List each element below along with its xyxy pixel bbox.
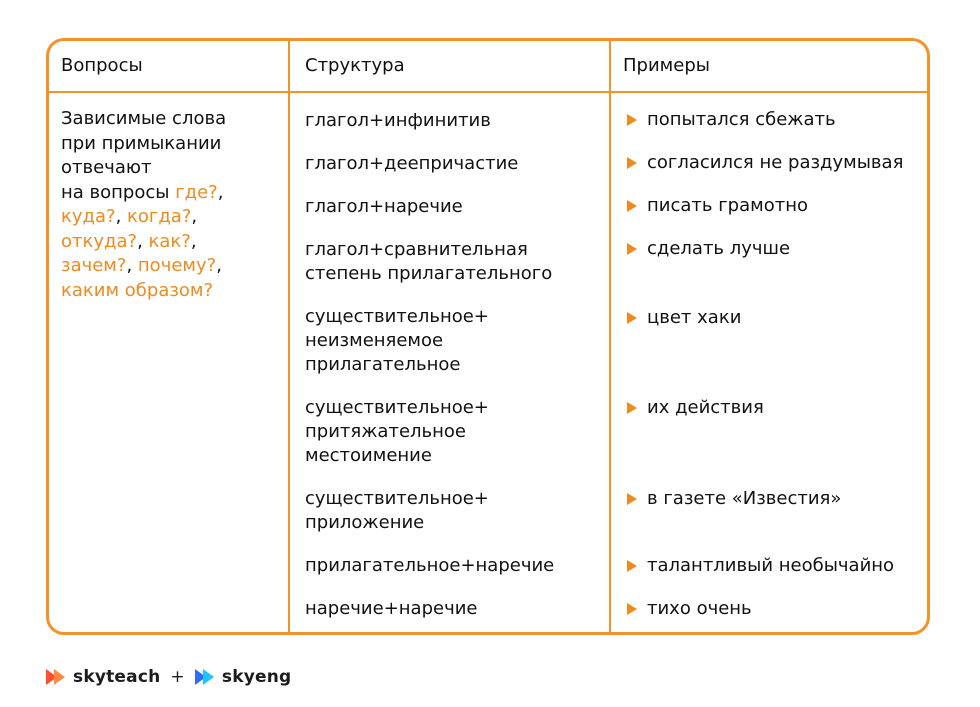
example-text: в газете «Известия»	[647, 488, 842, 509]
example-row-2	[627, 151, 903, 175]
example-text: их действия	[647, 397, 764, 418]
structure-text: существительное+	[305, 488, 489, 509]
bullet-triangle-icon	[627, 312, 637, 324]
skyeng-wordmark: skyeng	[221, 667, 292, 687]
header-structure: Структура	[305, 55, 405, 76]
example-text: талантливый необычайно	[647, 555, 895, 576]
skyteach-wordmark: skyteach	[73, 667, 161, 687]
structure-text: неизменяемое	[305, 330, 444, 351]
structure-row-4	[305, 238, 605, 286]
column-divider-1	[288, 41, 290, 632]
structure-row-7	[305, 487, 605, 535]
skyteach-logo-icon	[46, 668, 68, 686]
structure-row-5	[305, 305, 605, 377]
structure-text: глагол+инфинитив	[305, 110, 491, 131]
question-separator: ,	[217, 181, 224, 203]
question-how: как?	[148, 230, 191, 252]
bullet-triangle-icon	[627, 493, 637, 505]
example-row-8	[627, 554, 894, 578]
footer-logos	[46, 664, 291, 690]
structure-text: глагол+сравнительная	[305, 239, 528, 260]
structure-text: прилагательное+наречие	[305, 555, 555, 576]
bullet-triangle-icon	[627, 603, 637, 615]
questions-line-6	[61, 230, 281, 255]
example-text: попытался сбежать	[647, 109, 836, 130]
question-why-2: почему?	[137, 255, 217, 276]
questions-line-5	[61, 205, 281, 230]
structure-text: существительное+	[305, 306, 489, 327]
structure-text: притяжательное	[305, 421, 466, 442]
questions-line-4	[61, 181, 281, 206]
bullet-triangle-icon	[627, 114, 637, 126]
questions-prefix: на вопросы	[61, 181, 176, 203]
bullet-triangle-icon	[627, 402, 637, 414]
bullet-triangle-icon	[627, 560, 637, 572]
example-row-9	[627, 597, 752, 621]
structure-row-3	[305, 195, 605, 219]
question-separator: ,	[137, 230, 149, 252]
structure-row-9	[305, 597, 605, 621]
structure-text: существительное+	[305, 397, 489, 418]
question-separator: ,	[191, 206, 198, 227]
structure-text: прилагательное	[305, 354, 461, 375]
example-row-3	[627, 194, 808, 218]
column-divider-2	[609, 41, 611, 632]
logo-plus: +	[170, 667, 185, 687]
questions-line-8	[61, 279, 281, 304]
question-separator: ,	[115, 206, 128, 227]
example-text: согласился не раздумывая	[647, 152, 904, 173]
structure-text: приложение	[305, 512, 425, 533]
example-row-7	[627, 487, 841, 511]
skyeng-logo-icon	[195, 668, 217, 686]
header-questions: Вопросы	[61, 55, 143, 76]
question-where-to: куда?	[61, 206, 116, 227]
structure-row-1	[305, 109, 605, 133]
example-row-1	[627, 108, 836, 132]
questions-line-3: отвечают	[61, 157, 152, 178]
example-text: писать грамотно	[647, 195, 808, 216]
question-in-what-way: каким образом?	[61, 279, 214, 301]
grammar-table	[46, 38, 930, 635]
structure-row-6	[305, 396, 605, 468]
structure-row-2	[305, 152, 605, 176]
question-when: когда?	[127, 206, 192, 227]
question-separator: ,	[126, 255, 138, 276]
question-where: где?	[175, 181, 218, 203]
bullet-triangle-icon	[627, 243, 637, 255]
structure-text: степень прилагательного	[305, 263, 553, 284]
question-separator: ,	[190, 230, 197, 252]
question-where-from: откуда?	[61, 230, 138, 252]
questions-line-2: при примыкании	[61, 132, 222, 154]
example-row-4	[627, 237, 790, 261]
structure-text: глагол+наречие	[305, 196, 463, 217]
structure-row-8	[305, 554, 605, 578]
questions-line-1: Зависимые слова	[61, 108, 227, 129]
question-separator: ,	[216, 255, 222, 276]
bullet-triangle-icon	[627, 200, 637, 212]
example-row-5	[627, 306, 741, 330]
bullet-triangle-icon	[627, 157, 637, 169]
example-row-6	[627, 396, 764, 420]
structure-text: местоимение	[305, 445, 432, 466]
questions-line-7	[61, 254, 281, 279]
example-text: тихо очень	[647, 598, 752, 619]
example-text: цвет хаки	[647, 307, 742, 328]
question-why: зачем?	[61, 255, 127, 276]
example-text: сделать лучше	[647, 238, 791, 259]
structure-text: глагол+деепричастие	[305, 153, 519, 174]
structure-text: наречие+наречие	[305, 598, 478, 619]
header-divider	[49, 91, 927, 93]
header-examples: Примеры	[623, 55, 710, 76]
questions-cell	[61, 107, 281, 303]
